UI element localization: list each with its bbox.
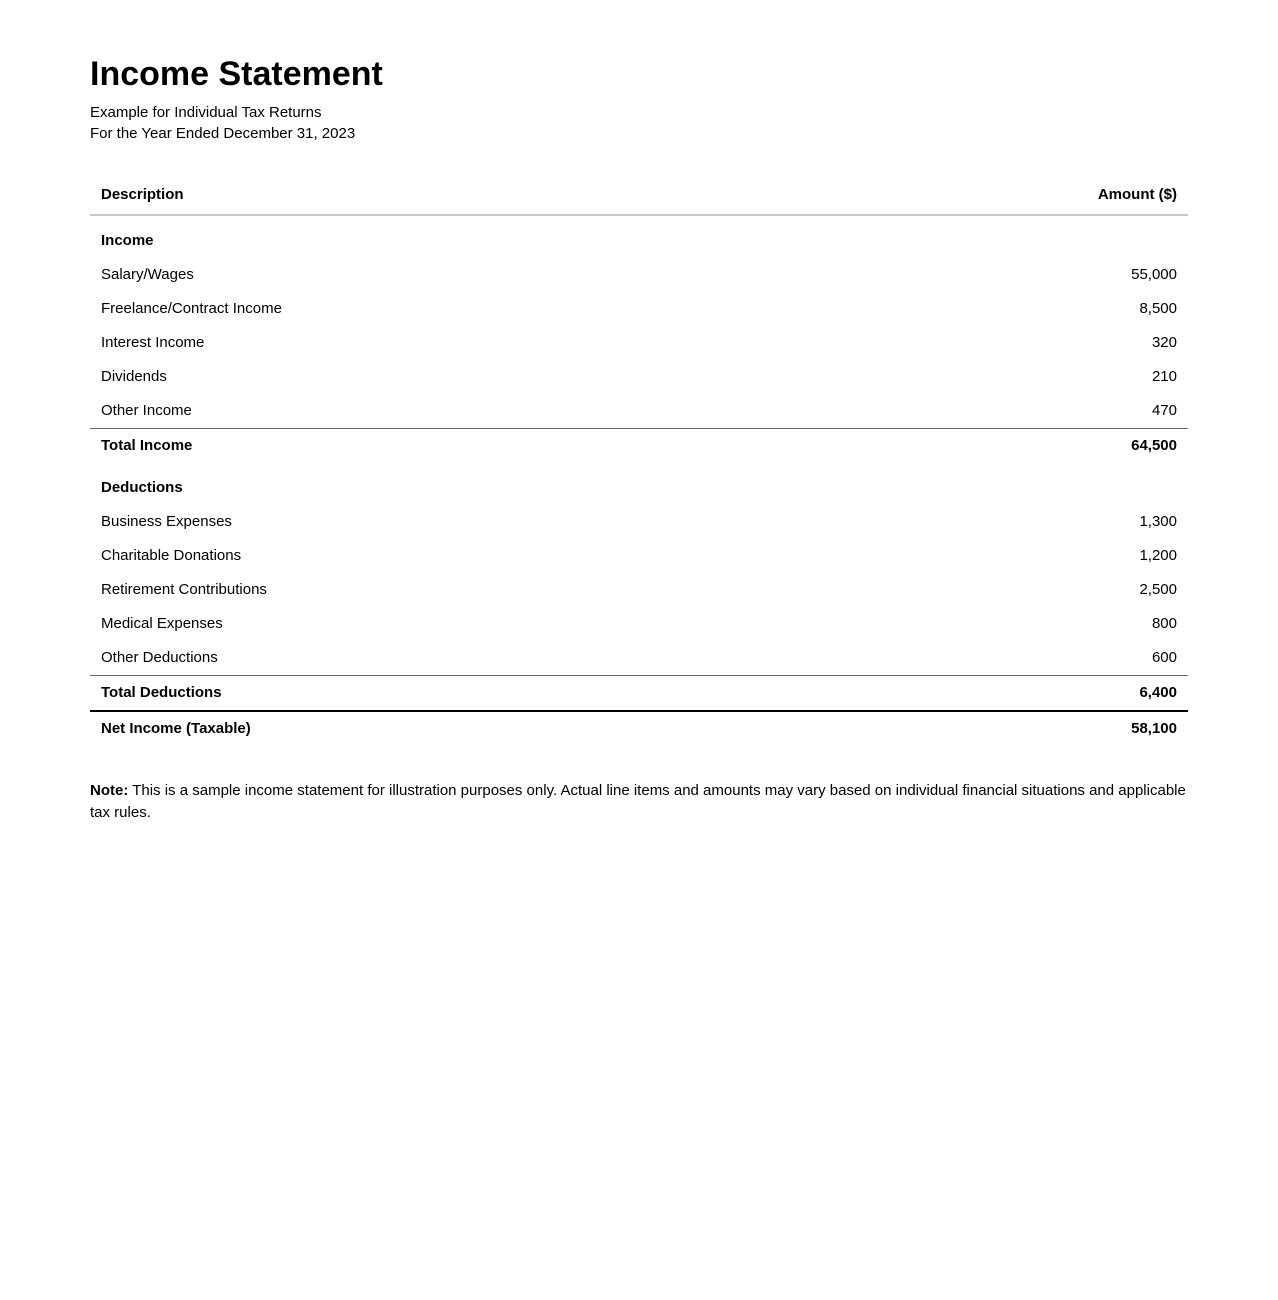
row-label-retirement-contributions: Retirement Contributions [101, 581, 267, 598]
total-income-amount: 64,500 [823, 429, 1188, 464]
total-deductions-amount: 6,400 [823, 676, 1188, 712]
row-amount-freelance-contract-income: 8,500 [1139, 300, 1177, 317]
row-amount-charitable-donations: 1,200 [1139, 547, 1177, 564]
table-row-dividends [90, 360, 1188, 394]
table-header-row [90, 178, 1188, 215]
row-label-other-deductions: Other Deductions [101, 649, 218, 666]
row-amount-retirement-contributions: 2,500 [1139, 581, 1177, 598]
total-deductions-label: Total Deductions [90, 676, 823, 712]
table-row-other-deductions [90, 641, 1188, 676]
section-header-deductions-amount-cell [823, 463, 1188, 505]
row-label-other-income: Other Income [101, 402, 192, 419]
footnote [90, 780, 1188, 824]
row-amount-interest-income: 320 [1151, 334, 1177, 351]
table-row-other-income [90, 394, 1188, 429]
row-label-dividends: Dividends [101, 368, 167, 385]
row-label-freelance-contract-income: Freelance/Contract Income [101, 300, 282, 317]
table-header [90, 178, 1188, 215]
row-label-charitable-donations: Charitable Donations [101, 547, 242, 564]
total-deductions-row [90, 676, 1188, 712]
section-header-income-amount-cell [823, 215, 1188, 258]
footnote-label: Note: [90, 782, 129, 799]
row-amount-medical-expenses: 800 [1151, 615, 1177, 632]
income-statement-table [90, 178, 1188, 746]
net-income-amount: 58,100 [823, 711, 1188, 746]
total-income-label: Total Income [90, 429, 823, 464]
row-label-medical-expenses: Medical Expenses [101, 615, 223, 632]
row-amount-other-deductions: 600 [1151, 649, 1177, 666]
row-label-business-expenses: Business Expenses [101, 513, 232, 530]
table-row-retirement-contributions [90, 573, 1188, 607]
table-row-charitable-donations [90, 539, 1188, 573]
table-body [90, 215, 1188, 746]
table-row-interest-income [90, 326, 1188, 360]
footnote-text: This is a sample income statement for illustration purposes only. Actual line items and amounts may vary based on individual financial situations and applicable tax rules. [90, 782, 1186, 821]
section-header-deductions: Deductions [101, 479, 183, 496]
net-income-label: Net Income (Taxable) [90, 711, 823, 746]
row-amount-salary-wages: 55,000 [1131, 266, 1177, 283]
section-header-income: Income [101, 232, 154, 249]
total-income-row [90, 429, 1188, 464]
row-amount-business-expenses: 1,300 [1139, 513, 1177, 530]
row-amount-other-income: 470 [1151, 402, 1177, 419]
document-content [90, 0, 1188, 824]
column-header-description: Description [90, 178, 823, 215]
subtitle [90, 102, 1188, 144]
net-income-row [90, 711, 1188, 746]
section-header-row-income [90, 215, 1188, 258]
table-row-business-expenses [90, 505, 1188, 539]
table-row-freelance-contract-income [90, 292, 1188, 326]
section-header-row-deductions [90, 463, 1188, 505]
table-row-salary-wages [90, 258, 1188, 292]
row-amount-dividends: 210 [1151, 368, 1177, 385]
page-title: Income Statement [90, 55, 383, 93]
subtitle-line-2: For the Year Ended December 31, 2023 [90, 125, 356, 142]
row-label-interest-income: Interest Income [101, 334, 205, 351]
subtitle-line-1: Example for Individual Tax Returns [90, 104, 322, 121]
column-header-amount: Amount ($) [823, 178, 1188, 215]
table-row-medical-expenses [90, 607, 1188, 641]
row-label-salary-wages: Salary/Wages [101, 266, 194, 283]
